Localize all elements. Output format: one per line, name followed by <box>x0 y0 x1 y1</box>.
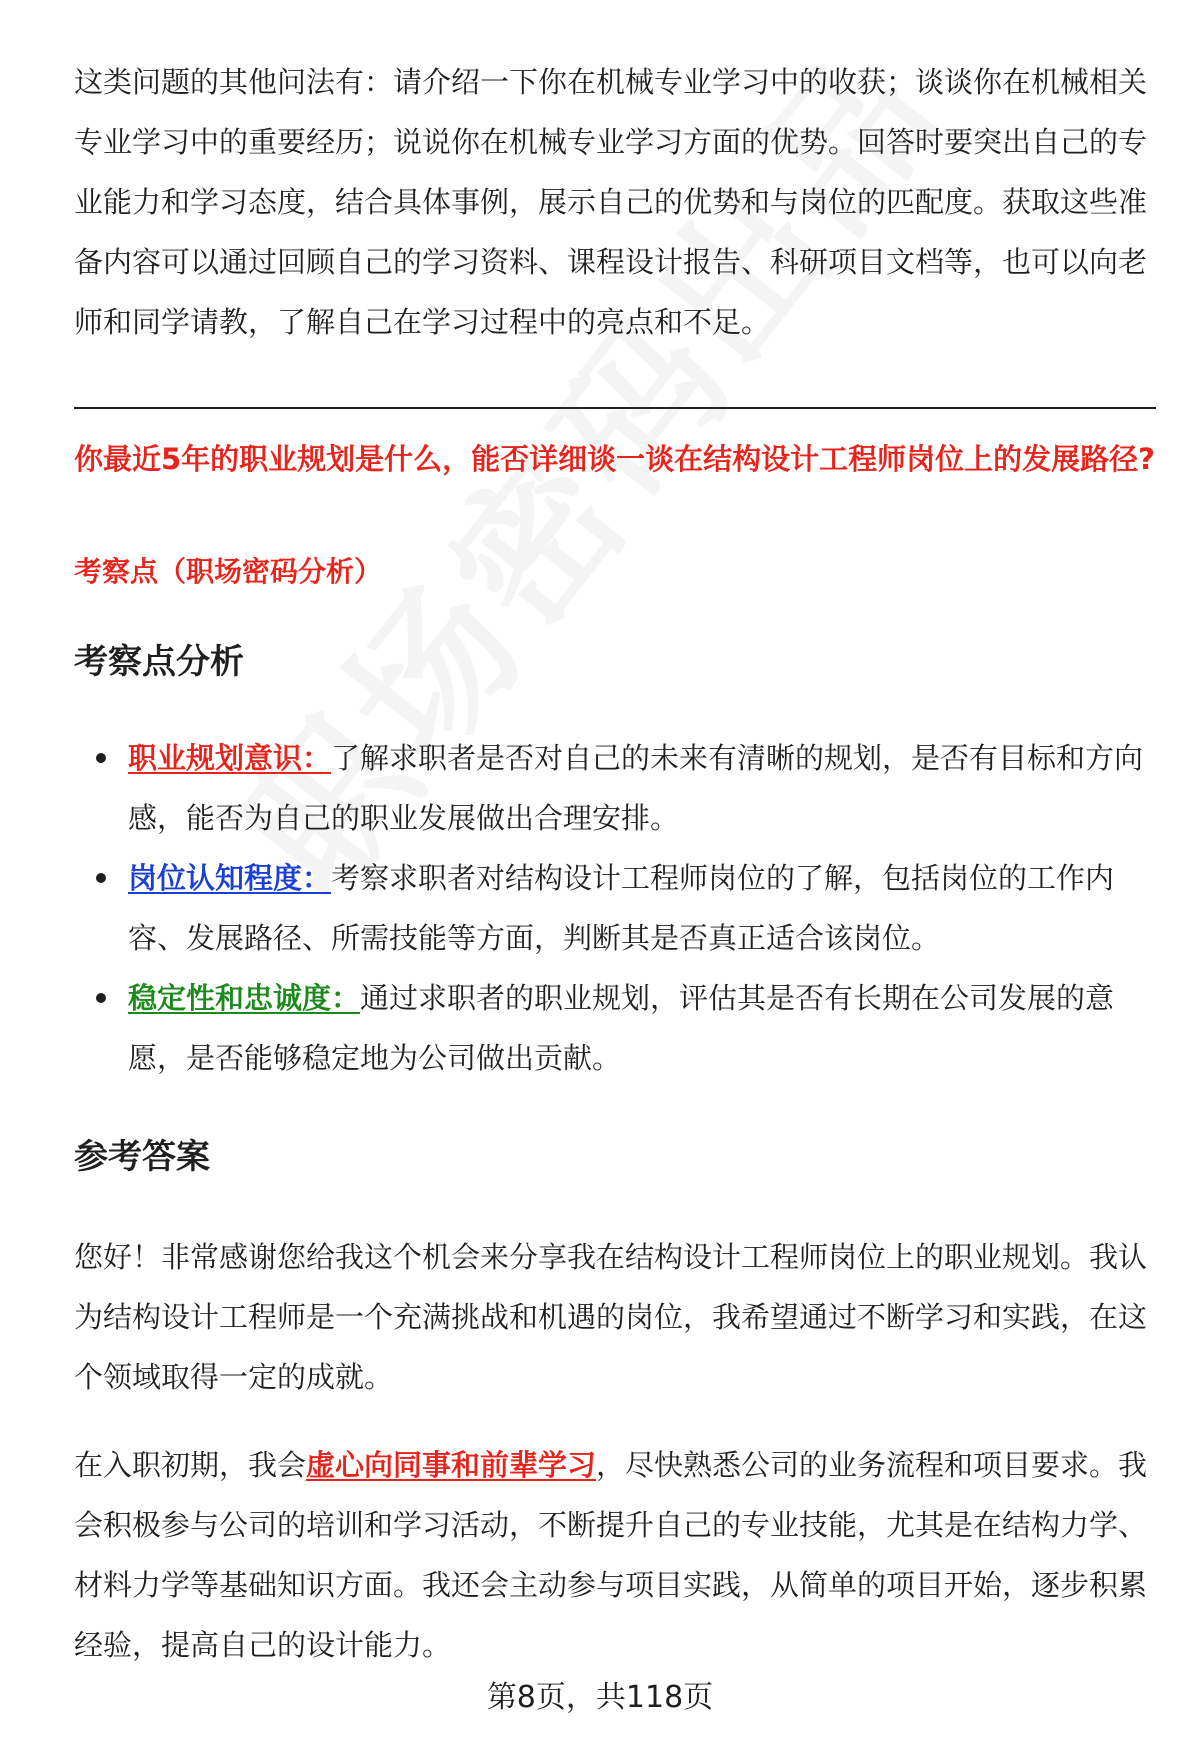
analysis-list <box>74 728 1164 1088</box>
intro-paragraph: 这类问题的其他问法有：请介绍一下你在机械专业学习中的收获；谈谈你在机械相关专业学习中的重要经历；说说你在机械专业学习方面的优势。回答时要突出自己的专业能力和学习态度，结合具体事例，展示自己的优势和与岗位的匹配度。获取这些准备内容可以通过回顾自己的学习资料、课程设计报告、科研项目文档等，也可以向老师和同学请教，了解自己在学习过程中的亮点和不足。 <box>74 65 1148 339</box>
bullet-term: 岗位认知程度： <box>128 861 332 895</box>
bullet-term: 稳定性和忠诚度： <box>128 981 361 1015</box>
bullet-dot-icon <box>96 873 106 883</box>
answer-text-before: 在入职初期，我会 <box>74 1448 307 1482</box>
answer-paragraph-2 <box>74 1435 1154 1675</box>
bullet-dot-icon <box>96 993 106 1003</box>
section-divider <box>74 407 1156 409</box>
page-number: 第8页，共118页 <box>486 1680 714 1715</box>
answer-text-after: ，尽快熟悉公司的业务流程和项目要求。我会积极参与公司的培训和学习活动，不断提升自己的专业技能，尤其是在结构力学、材料力学等基础知识方面。我还会主动参与项目实践，从简单的项目开始，逐步积累经验，提高自己的设计能力。 <box>74 1448 1148 1662</box>
kaocha-label: 考察点（职场密码分析） <box>74 555 383 588</box>
interview-question: 你最近5年的职业规划是什么，能否详细谈一谈在结构设计工程师岗位上的发展路径? <box>74 442 1156 476</box>
bullet-term: 职业规划意识： <box>128 741 332 775</box>
bullet-text: 考察求职者对结构设计工程师岗位的了解，包括岗位的工作内容、发展路径、所需技能等方面，判断其是否真正适合该岗位。 <box>128 861 1115 955</box>
list-item <box>74 848 1164 968</box>
list-item <box>74 728 1164 848</box>
bullet-text: 通过求职者的职业规划，评估其是否有长期在公司发展的意愿，是否能够稳定地为公司做出贡献。 <box>128 981 1115 1075</box>
answer-highlight: 虚心向同事和前辈学习 <box>306 1448 597 1482</box>
answer-heading: 参考答案 <box>74 1137 210 1177</box>
analysis-heading: 考察点分析 <box>74 642 244 682</box>
bullet-text: 了解求职者是否对自己的未来有清晰的规划，是否有目标和方向感，能否为自己的职业发展做出合理安排。 <box>128 741 1144 835</box>
bullet-dot-icon <box>96 753 106 763</box>
answer-paragraph-1: 您好！非常感谢您给我这个机会来分享我在结构设计工程师岗位上的职业规划。我认为结构设计工程师是一个充满挑战和机遇的岗位，我希望通过不断学习和实践，在这个领域取得一定的成就。 <box>74 1240 1148 1394</box>
list-item <box>74 968 1164 1088</box>
